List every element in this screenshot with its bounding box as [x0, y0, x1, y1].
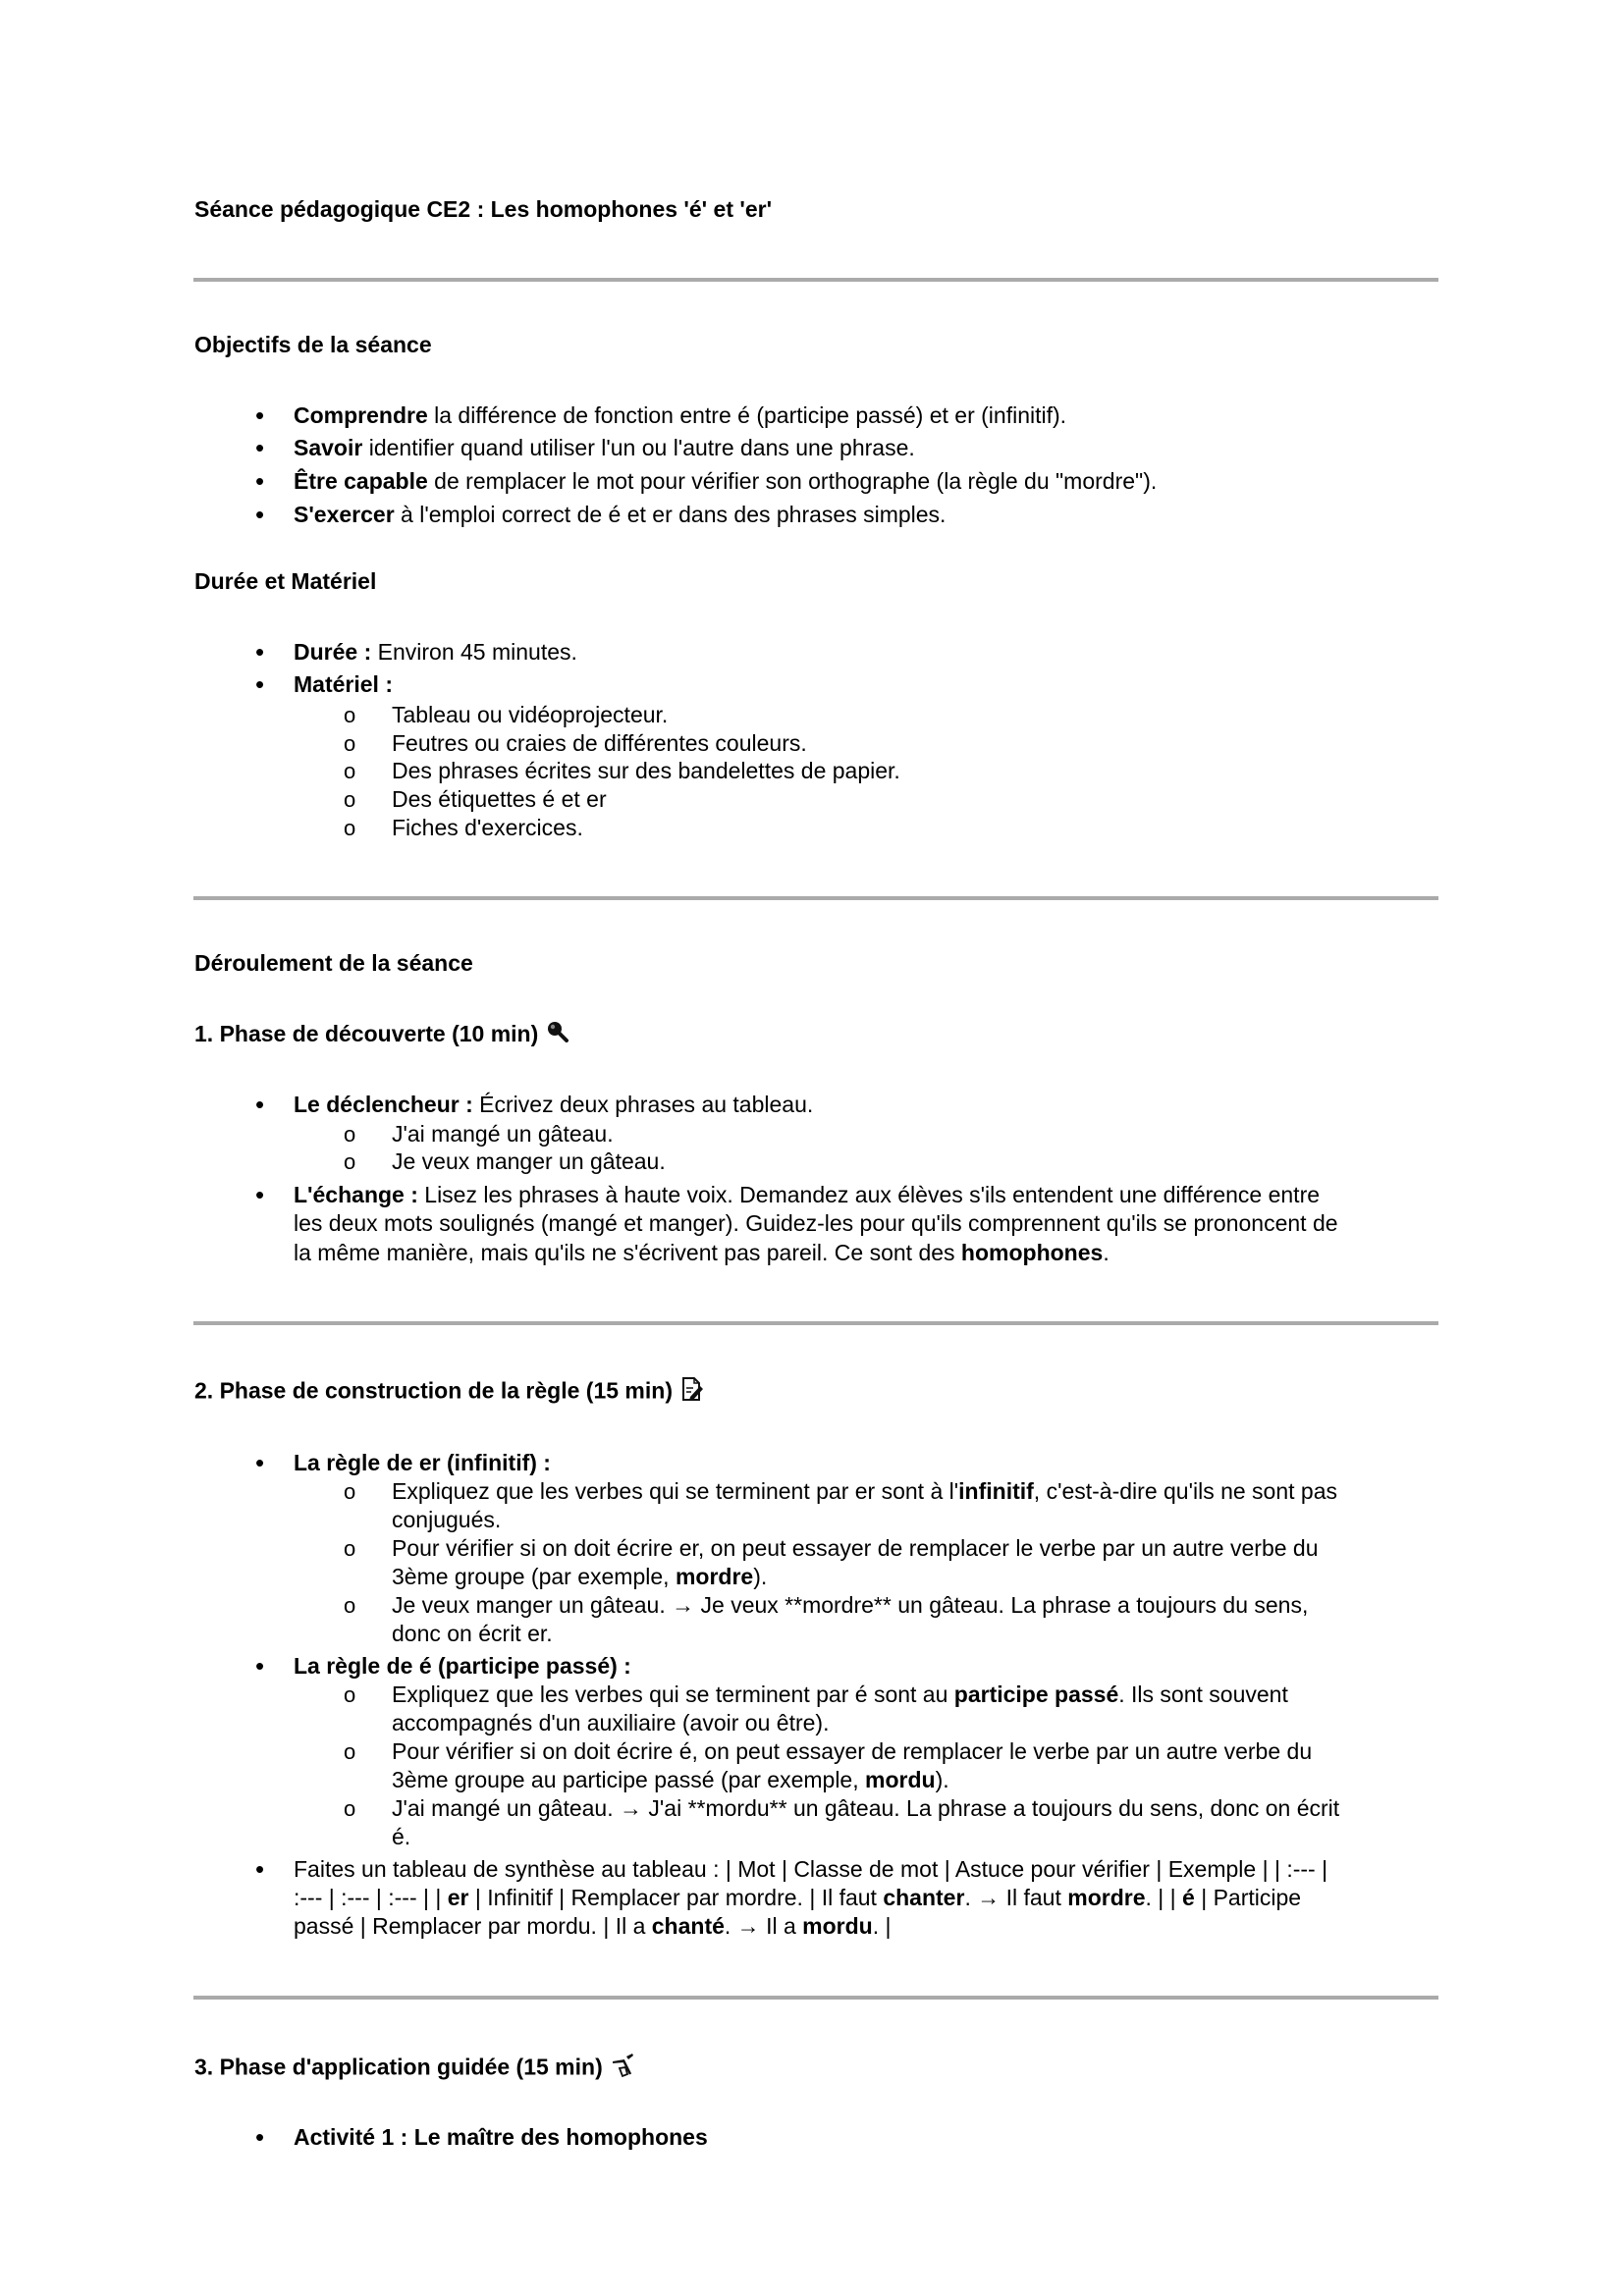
bullet — [255, 1449, 264, 1478]
sub-list-item-cont — [392, 1766, 949, 1794]
item-text: ). — [935, 1767, 949, 1792]
phase2-title: 2. Phase de construction de la règle (15 min) — [194, 1377, 673, 1404]
list-item — [294, 401, 1066, 430]
section-heading-objectifs: Objectifs de la séance — [194, 332, 432, 357]
item-text: :--- | :--- | :--- | | — [294, 1885, 448, 1910]
phase1-heading — [194, 1020, 569, 1050]
sub-bullet — [344, 729, 355, 758]
sub-list-item: Tableau ou vidéoprojecteur. — [392, 702, 669, 727]
item-text: | Infinitif | Remplacer par mordre. | Il faut — [468, 1885, 884, 1910]
bullet — [255, 1091, 264, 1120]
sub-bullet — [344, 1737, 355, 1766]
section-heading-deroulement: Déroulement de la séance — [194, 950, 473, 976]
item-text: Expliquez que les verbes qui se terminent par é sont au — [392, 1682, 954, 1707]
list-item-echange-cont — [294, 1239, 1110, 1267]
sub-bullet — [344, 1794, 355, 1823]
item-bold: mordre — [1067, 1885, 1146, 1910]
item-text: ). — [753, 1564, 768, 1589]
list-item — [294, 467, 1157, 496]
sub-list-item-cont: accompagnés d'un auxiliaire (avoir ou être). — [392, 1710, 830, 1735]
sub-list-item-cont: donc on écrit er. — [392, 1621, 553, 1646]
item-text: identifier quand utiliser l'un ou l'autre dans une phrase. — [362, 435, 915, 460]
list-item-materiel: Matériel : — [294, 671, 393, 697]
item-text: . → Il a — [724, 1913, 803, 1939]
item-text: de remplacer le mot pour vérifier son orthographe (la règle du "mordre"). — [427, 468, 1158, 494]
bullet — [255, 501, 264, 530]
sub-bullet — [344, 701, 355, 729]
bullet — [255, 670, 264, 700]
hammer-icon — [611, 2053, 636, 2085]
phase1-title: 1. Phase de découverte (10 min) — [194, 1021, 539, 1046]
sub-list-item: Pour vérifier si on doit écrire er, on peut essayer de remplacer le verbe par un autre verbe du — [392, 1535, 1319, 1561]
sub-bullet — [344, 1477, 355, 1506]
sub-bullet — [344, 785, 355, 814]
item-text: Expliquez que les verbes qui se terminent par er sont à l' — [392, 1478, 959, 1504]
list-item-echange — [294, 1181, 1320, 1209]
item-text: passé | Remplacer par mordu. | Il a — [294, 1913, 652, 1939]
item-text: . | — [872, 1913, 892, 1939]
section-heading-duree-materiel: Durée et Matériel — [194, 568, 377, 594]
item-text: . — [1103, 1240, 1110, 1265]
phase3-title: 3. Phase d'application guidée (15 min) — [194, 2054, 603, 2080]
sub-list-item: Des étiquettes é et er — [392, 786, 607, 812]
sub-bullet — [344, 757, 355, 785]
item-text: la différence de fonction entre é (participe passé) et er (infinitif). — [427, 402, 1067, 428]
item-text: la même manière, mais qu'ils ne s'écrivent pas pareil. Ce sont des — [294, 1240, 961, 1265]
list-item-synthese-cont — [294, 1912, 891, 1941]
list-item — [294, 501, 946, 529]
item-bold: homophones — [960, 1240, 1104, 1265]
item-bold: participe passé — [953, 1682, 1119, 1707]
sub-list-item: Pour vérifier si on doit écrire é, on peut essayer de remplacer le verbe par un autre verbe du — [392, 1738, 1313, 1764]
item-text: . Ils sont souvent — [1118, 1682, 1288, 1707]
item-text: à l'emploi correct de é et er dans des phrases simples. — [394, 502, 947, 527]
sub-bullet — [344, 1681, 355, 1709]
item-text: . | | — [1145, 1885, 1183, 1910]
list-item-regle-er: La règle de er (infinitif) : — [294, 1450, 551, 1475]
bullet — [255, 2123, 264, 2153]
divider — [193, 1321, 1438, 1325]
sub-list-item: Je veux manger un gâteau. — [392, 1148, 666, 1174]
item-text: 3ème groupe (par exemple, — [392, 1564, 676, 1589]
list-item-synthese-cont — [294, 1884, 1301, 1912]
item-text: Lisez les phrases à haute voix. Demandez aux élèves s'ils entendent une différence entre — [417, 1182, 1321, 1207]
bullet — [255, 1652, 264, 1682]
memo-icon — [680, 1376, 704, 1409]
sub-list-item: Fiches d'exercices. — [392, 815, 583, 840]
list-item-activite1: Activité 1 : Le maître des homophones — [294, 2124, 708, 2150]
bullet — [255, 1855, 264, 1885]
item-bold: chanter — [883, 1885, 965, 1910]
sub-list-item: Je veux manger un gâteau. → Je veux **mordre** un gâteau. La phrase a toujours du sens, — [392, 1592, 1309, 1618]
item-bold: S'exercer — [294, 502, 395, 527]
sub-bullet — [344, 1591, 355, 1620]
sub-list-item: J'ai mangé un gâteau. — [392, 1121, 614, 1147]
sub-bullet — [344, 1148, 355, 1176]
item-text: Environ 45 minutes. — [371, 639, 577, 665]
item-bold: Le déclencheur : — [294, 1092, 473, 1117]
sub-list-item — [392, 1681, 1288, 1709]
list-item-declencheur — [294, 1091, 813, 1119]
bullet — [255, 401, 264, 431]
item-bold: é — [1182, 1885, 1195, 1910]
sub-list-item — [392, 1477, 1337, 1506]
sub-bullet — [344, 814, 355, 842]
list-item-regle-e: La règle de é (participe passé) : — [294, 1653, 631, 1679]
item-text: 3ème groupe au participe passé (par exemple, — [392, 1767, 866, 1792]
divider — [193, 896, 1438, 900]
divider — [193, 278, 1438, 282]
item-bold: Durée : — [294, 639, 372, 665]
sub-list-item: Des phrases écrites sur des bandelettes de papier. — [392, 758, 900, 783]
item-bold: mordre — [675, 1564, 754, 1589]
item-text: , c'est-à-dire qu'ils ne sont pas — [1033, 1478, 1338, 1504]
item-bold: Être capable — [294, 468, 428, 494]
item-bold: Comprendre — [294, 402, 428, 428]
sub-list-item: Feutres ou craies de différentes couleurs. — [392, 730, 807, 756]
item-bold: chanté — [651, 1913, 725, 1939]
sub-bullet — [344, 1534, 355, 1563]
item-bold: mordu — [865, 1767, 936, 1792]
bullet — [255, 434, 264, 463]
magnifying-glass-icon — [546, 1020, 569, 1050]
sub-list-item-cont — [392, 1563, 767, 1591]
item-bold: infinitif — [958, 1478, 1034, 1504]
item-text: . → Il faut — [964, 1885, 1068, 1910]
item-text: | Participe — [1194, 1885, 1302, 1910]
sub-list-item-cont: é. — [392, 1824, 411, 1849]
list-item — [294, 434, 915, 462]
phase3-heading — [194, 2053, 636, 2085]
item-bold: mordu — [802, 1913, 873, 1939]
sub-bullet — [344, 1120, 355, 1148]
list-item-duree — [294, 638, 577, 667]
sub-list-item: J'ai mangé un gâteau. → J'ai **mordu** un gâteau. La phrase a toujours du sens, donc on écrit — [392, 1795, 1340, 1821]
list-item-synthese: Faites un tableau de synthèse au tableau : | Mot | Classe de mot | Astuce pour vérifier | Exemple | | :--- | — [294, 1856, 1328, 1882]
bullet — [255, 1181, 264, 1210]
divider — [193, 1996, 1438, 2000]
document-title: Séance pédagogique CE2 : Les homophones 'é' et 'er' — [194, 196, 773, 222]
item-bold: Savoir — [294, 435, 363, 460]
bullet — [255, 638, 264, 667]
item-bold: er — [447, 1885, 469, 1910]
item-text: Écrivez deux phrases au tableau. — [472, 1092, 814, 1117]
item-bold: L'échange : — [294, 1182, 418, 1207]
phase2-heading — [194, 1376, 704, 1409]
bullet — [255, 467, 264, 497]
sub-list-item-cont: conjugués. — [392, 1507, 502, 1532]
list-item-echange-cont: les deux mots soulignés (mangé et manger). Guidez-les pour qu'ils comprennent qu'ils se prononcent de — [294, 1210, 1338, 1236]
